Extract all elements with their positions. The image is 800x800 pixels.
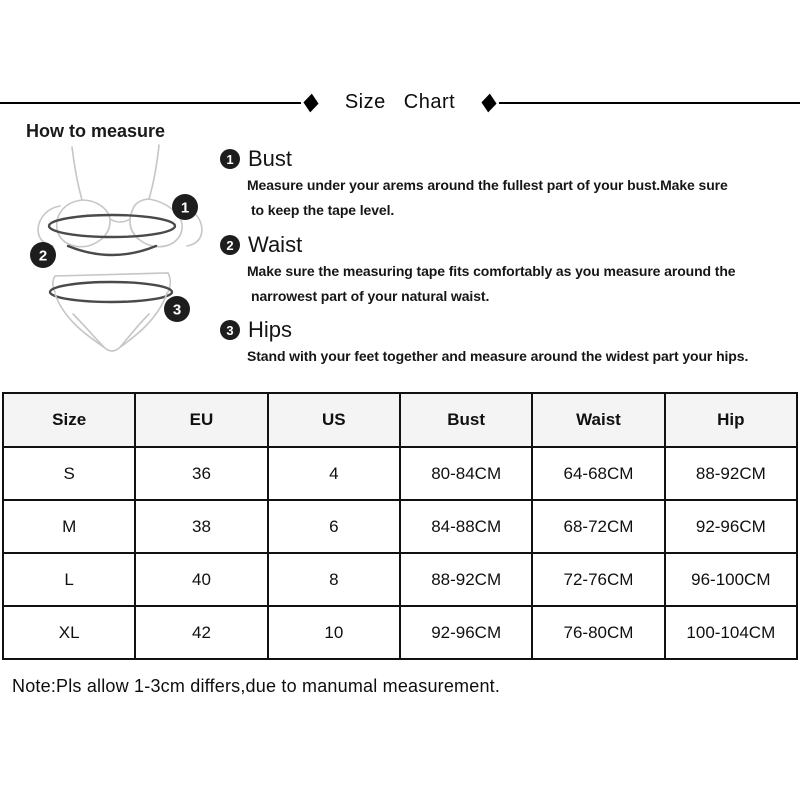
bust-section-title: Bust	[248, 146, 293, 171]
table-cell: 6	[268, 500, 400, 553]
table-cell: 36	[135, 447, 267, 500]
title-rule-right	[499, 102, 800, 104]
bust-measure-line	[49, 215, 175, 237]
figure-marker-1-icon	[172, 194, 198, 220]
bust-section-header	[220, 145, 798, 173]
waist-instruction-line: Make sure the measuring tape fits comfortably as you measure around the	[247, 263, 736, 279]
measure-section-hips	[220, 316, 798, 369]
table-cell: 42	[135, 606, 267, 659]
bikini-bottom-leg-left	[73, 314, 103, 346]
diamond-icon	[482, 93, 497, 112]
waist-instruction-line: narrowest part of your natural waist.	[251, 288, 490, 304]
table-cell: 76-80CM	[532, 606, 664, 659]
waist-number-badge-icon: 2	[220, 235, 240, 255]
bikini-measurement-figure	[15, 142, 225, 357]
bikini-cup-left	[57, 200, 110, 247]
table-header-cell: US	[268, 393, 400, 447]
table-row	[3, 500, 797, 553]
figure-marker-2-icon	[30, 242, 56, 268]
bikini-strap-left	[72, 147, 82, 200]
table-header-row	[3, 393, 797, 447]
table-cell: L	[3, 553, 135, 606]
table-cell: 40	[135, 553, 267, 606]
hips-number-badge-icon: 3	[220, 320, 240, 340]
title-rule-left	[0, 102, 301, 104]
hips-section-body	[220, 344, 798, 369]
table-cell: 88-92CM	[665, 447, 797, 500]
bikini-bottom-leg-right	[121, 314, 149, 346]
note-text: Note:Pls allow 1-3cm differs,due to manumal measurement.	[12, 676, 501, 696]
title-row	[0, 91, 800, 114]
page-title: Size Chart	[344, 91, 456, 113]
figure-marker-3-icon	[164, 296, 190, 322]
bust-instruction-line: to keep the tape level.	[251, 202, 395, 218]
svg-text:3: 3	[172, 301, 182, 319]
bikini-strap-right	[149, 145, 159, 199]
table-cell: 4	[268, 447, 400, 500]
bust-number-badge-icon: 1	[220, 149, 240, 169]
table-row	[3, 553, 797, 606]
table-row	[3, 447, 797, 500]
table-cell: 64-68CM	[532, 447, 664, 500]
table-cell: XL	[3, 606, 135, 659]
table-cell: 100-104CM	[665, 606, 797, 659]
table-cell: 38	[135, 500, 267, 553]
table-cell: 92-96CM	[400, 606, 532, 659]
hips-instruction-line: Stand with your feet together and measure around the widest part your hips.	[247, 348, 749, 364]
table-cell: M	[3, 500, 135, 553]
table-header-cell: EU	[135, 393, 267, 447]
svg-text:2: 2	[38, 247, 48, 265]
waist-section-title: Waist	[248, 232, 303, 257]
bikini-cup-center	[110, 219, 130, 222]
bust-instruction-line: Measure under your arems around the fullest part of your bust.Make sure	[247, 177, 728, 193]
svg-text:1: 1	[180, 199, 190, 217]
table-cell: 8	[268, 553, 400, 606]
waist-section-body	[220, 259, 798, 309]
table-header-cell: Hip	[665, 393, 797, 447]
table-header-cell: Waist	[532, 393, 664, 447]
diamond-icon	[303, 93, 318, 112]
table-cell: 92-96CM	[665, 500, 797, 553]
waist-section-header	[220, 231, 798, 259]
table-cell: 68-72CM	[532, 500, 664, 553]
hip-measure-line	[50, 282, 172, 302]
table-cell: 10	[268, 606, 400, 659]
table-cell: 72-76CM	[532, 553, 664, 606]
bust-section-body	[220, 173, 798, 223]
how-to-measure-heading: How to measure	[26, 121, 166, 141]
measure-section-bust	[220, 145, 798, 223]
table-cell: S	[3, 447, 135, 500]
table-cell: 80-84CM	[400, 447, 532, 500]
size-table	[2, 392, 798, 660]
table-cell: 84-88CM	[400, 500, 532, 553]
hips-section-title: Hips	[248, 317, 293, 342]
hips-section-header	[220, 316, 798, 344]
table-cell: 96-100CM	[665, 553, 797, 606]
table-row	[3, 606, 797, 659]
table-cell: 88-92CM	[400, 553, 532, 606]
table-header-cell: Bust	[400, 393, 532, 447]
measure-section-waist	[220, 231, 798, 309]
table-header-cell: Size	[3, 393, 135, 447]
